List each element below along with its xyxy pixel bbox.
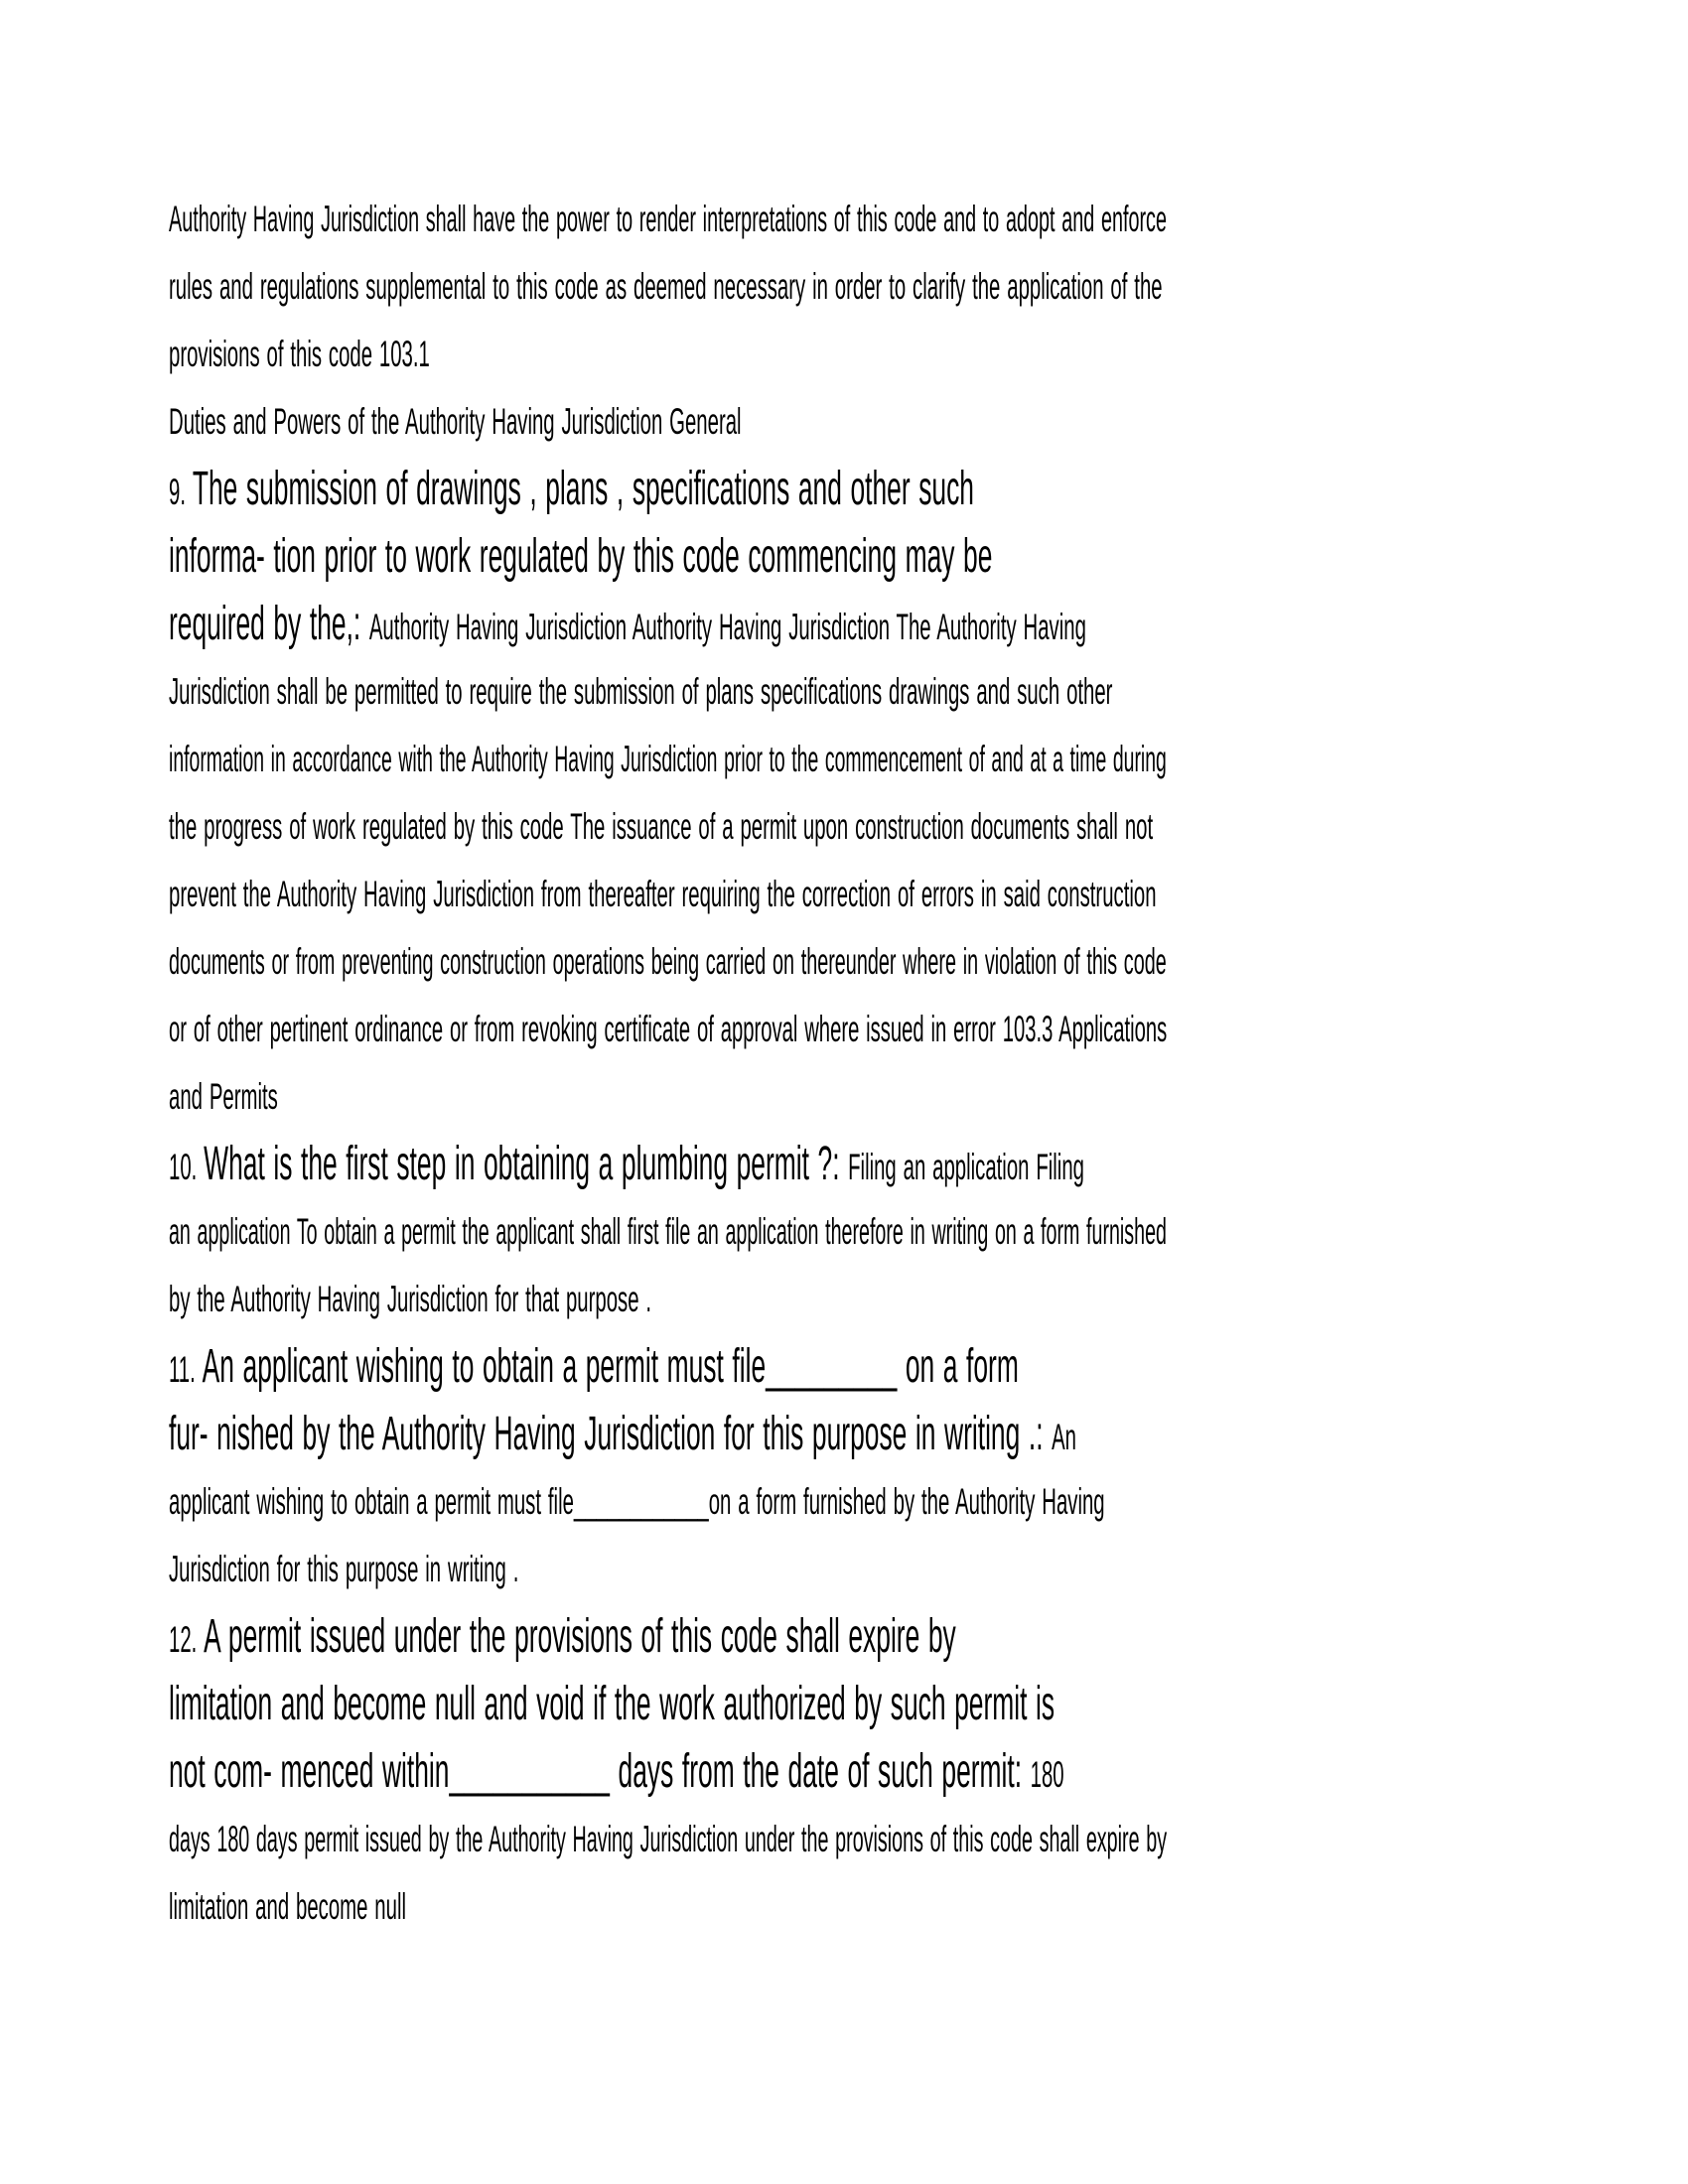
text-segment: an application To obtain a permit the applicant shall first file an application therefore in writing on a form furnished — [169, 1211, 1167, 1252]
text-segment: 11. — [169, 1349, 203, 1390]
text-line — [169, 456, 974, 523]
text-segment: days 180 days permit issued by the Authority Having Jurisdiction under the provisions of this code shall expire by — [169, 1819, 1168, 1859]
text-segment: fur- nished by the Authority Having Jurisdiction for this purpose in writing .: — [169, 1408, 1053, 1460]
text-segment: and Permits — [169, 1076, 278, 1117]
text-segment: information in accordance with the Authority Having Jurisdiction prior to the commencement of and at a time during — [169, 739, 1167, 779]
text-line — [169, 1536, 933, 1603]
text-line — [169, 1401, 1076, 1468]
text-segment: prevent the Authority Having Jurisdiction from thereafter requiring the correction of errors in said construction — [169, 874, 1157, 914]
text-segment: documents or from preventing construction operations being carried on thereunder where in violation of this code — [169, 941, 1167, 982]
text-segment: A permit issued under the provisions of this code shall expire by — [204, 1610, 956, 1663]
text-segment: 10. — [169, 1147, 205, 1187]
text-segment: not com- menced within___________ days from the date of such permit: — [169, 1745, 1031, 1798]
text-segment: Jurisdiction shall be permitted to require the submission of plans specifications drawings and such other — [169, 671, 1113, 712]
text-line — [169, 996, 1168, 1063]
text-line — [169, 523, 993, 591]
text-line — [169, 861, 1157, 928]
text-line — [169, 1806, 1168, 1873]
text-segment: applicant wishing to obtain a permit must file____________on a form furnished by the Authority Having — [169, 1481, 1105, 1522]
text-segment: An applicant wishing to obtain a permit must file_________ on a form — [202, 1340, 1019, 1393]
text-segment: Authority Having Jurisdiction Authority Having Jurisdiction The Authority Having — [368, 607, 1086, 647]
text-line — [169, 1198, 1167, 1266]
text-line — [169, 1603, 956, 1671]
text-segment: rules and regulations supplemental to this code as deemed necessary in order to clarify the application of the — [169, 266, 1163, 307]
text-line — [169, 1131, 1084, 1198]
text-line — [169, 1333, 1019, 1401]
text-segment: What is the first step in obtaining a plumbing permit ?: — [204, 1138, 849, 1190]
text-line — [169, 1738, 1064, 1806]
text-line — [169, 793, 1154, 861]
text-segment: The submission of drawings , plans , specifications and other such — [192, 463, 974, 515]
text-segment: 9. — [169, 472, 193, 512]
text-line — [169, 321, 933, 388]
text-line — [169, 658, 1113, 726]
text-block — [169, 186, 1559, 1941]
text-segment: 12. — [169, 1619, 205, 1660]
text-line — [169, 591, 1086, 658]
text-segment: Duties and Powers of the Authority Having Jurisdiction General — [169, 401, 742, 442]
text-segment: by the Authority Having Jurisdiction for that purpose . — [169, 1279, 652, 1319]
text-segment: Authority Having Jurisdiction shall have the power to render interpretations of this code and to adopt and enforce — [169, 199, 1167, 239]
text-segment: Filing an application Filing — [848, 1147, 1084, 1187]
text-line — [169, 388, 933, 456]
text-segment: 180 — [1030, 1754, 1064, 1795]
text-line — [169, 726, 1167, 793]
text-segment: the progress of work regulated by this code The issuance of a permit upon construction documents shall not — [169, 806, 1154, 847]
text-line — [169, 186, 1167, 253]
text-segment: limitation and become null — [169, 1886, 406, 1927]
text-segment: limitation and become null and void if the work authorized by such permit is — [169, 1678, 1055, 1730]
text-segment: An — [1052, 1417, 1076, 1457]
text-line — [169, 1468, 1105, 1536]
text-line — [169, 928, 1167, 996]
text-line — [169, 253, 1163, 321]
text-line — [169, 1671, 1055, 1738]
text-segment: informa- tion prior to work regulated by this code commencing may be — [169, 530, 993, 583]
text-line — [169, 1063, 933, 1131]
text-segment: required by the,: — [169, 598, 369, 650]
text-segment: provisions of this code 103.1 — [169, 334, 430, 374]
text-segment: or of other pertinent ordinance or from revoking certificate of approval where issued in error 103.3 Applications — [169, 1009, 1168, 1049]
text-line — [169, 1873, 933, 1941]
text-segment: Jurisdiction for this purpose in writing . — [169, 1549, 519, 1589]
text-line — [169, 1266, 933, 1333]
